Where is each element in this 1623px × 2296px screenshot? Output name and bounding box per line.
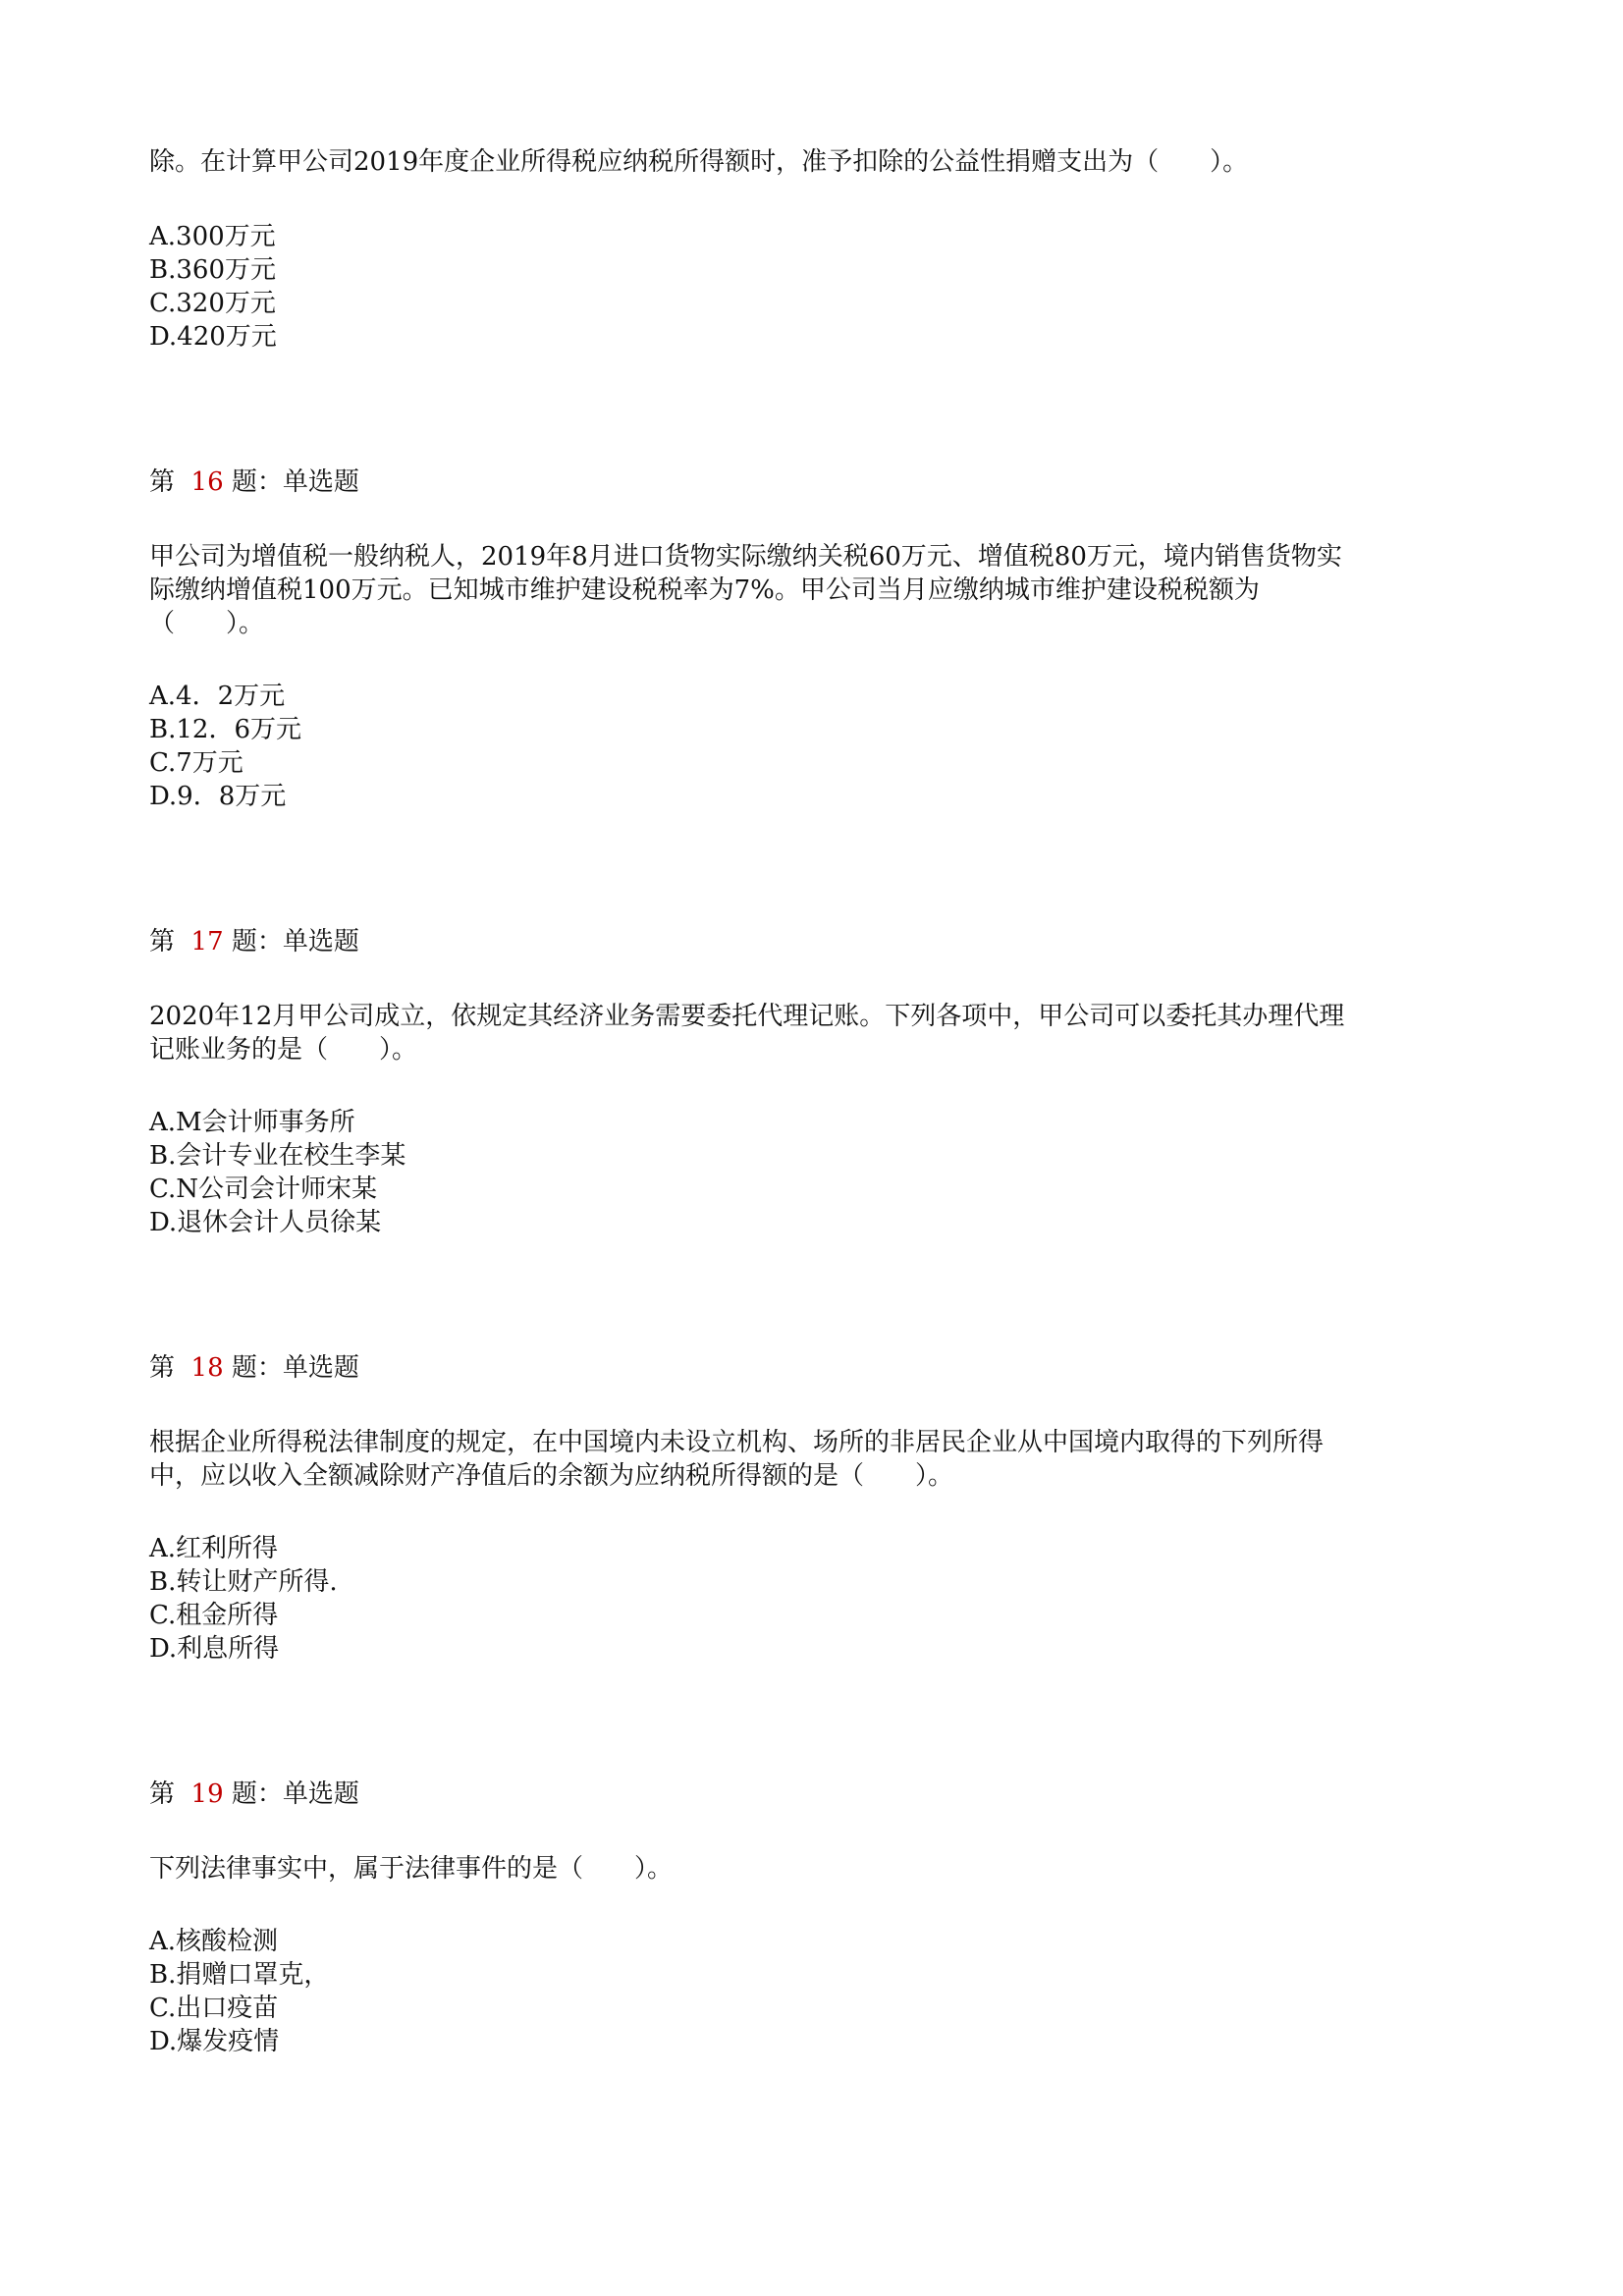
question-16-stem-line-1: 甲公司为增值税一般纳税人，2019年8月进口货物实际缴纳关税60万元、增值税80万元，境内销售货物实	[149, 542, 1342, 572]
question-16-option-a: A.4．2万元	[149, 682, 286, 711]
question-18-option-a: A.红利所得	[149, 1534, 279, 1563]
question-16-stem-line-2: 际缴纳增值税100万元。已知城市维护建设税税率为7%。甲公司当月应缴纳城市维护建设税税额为	[149, 575, 1260, 605]
question-15-option-c: C.320万元	[149, 289, 276, 318]
question-16-heading	[149, 465, 359, 499]
question-16-number: 16	[190, 467, 224, 497]
question-17-prefix: 第	[149, 927, 176, 957]
question-17-type: 题：单选题	[231, 927, 359, 957]
question-19-option-a: A.核酸检测	[149, 1927, 279, 1956]
question-16-option-c: C.7万元	[149, 748, 243, 778]
question-16-stem-line-3: （ ）。	[149, 609, 265, 638]
question-18-number: 18	[190, 1353, 224, 1383]
question-18-stem-line-1: 根据企业所得税法律制度的规定，在中国境内未设立机构、场所的非居民企业从中国境内取得的下列所得	[149, 1428, 1325, 1457]
question-16-prefix: 第	[149, 467, 176, 497]
question-15-option-a: A.300万元	[149, 222, 276, 251]
question-19-type: 题：单选题	[231, 1779, 359, 1809]
question-17-stem-line-1: 2020年12月甲公司成立，依规定其经济业务需要委托代理记账。下列各项中，甲公司可以委托其办理代理	[149, 1002, 1345, 1031]
question-18-stem-line-2: 中，应以收入全额减除财产净值后的余额为应纳税所得额的是（ ）。	[149, 1461, 954, 1491]
question-17-option-a: A.M会计师事务所	[149, 1108, 355, 1137]
question-16-type: 题：单选题	[231, 467, 359, 497]
question-16-option-b: B.12．6万元	[149, 715, 301, 744]
question-15-stem-tail: 除。在计算甲公司2019年度企业所得税应纳税所得额时，准予扣除的公益性捐赠支出为（ ）。	[149, 147, 1249, 177]
question-17-heading	[149, 925, 359, 958]
question-19-option-d: D.爆发疫情	[149, 2027, 280, 2056]
question-16-option-d: D.9．8万元	[149, 782, 287, 811]
question-19-number: 19	[190, 1779, 224, 1809]
question-19-prefix: 第	[149, 1779, 176, 1809]
question-18-prefix: 第	[149, 1353, 176, 1383]
question-17-option-d: D.退休会计人员徐某	[149, 1208, 382, 1237]
question-18-type: 题：单选题	[231, 1353, 359, 1383]
question-18-option-c: C.租金所得	[149, 1601, 279, 1630]
question-17-number: 17	[190, 927, 224, 957]
question-17-option-b: B.会计专业在校生李某	[149, 1141, 406, 1171]
question-18-option-d: D.利息所得	[149, 1634, 280, 1664]
question-17-option-c: C.N公司会计师宋某	[149, 1175, 377, 1204]
question-15-option-b: B.360万元	[149, 255, 276, 285]
question-19-option-c: C.出口疫苗	[149, 1994, 279, 2023]
question-18-heading	[149, 1351, 359, 1385]
question-19-stem-line-1: 下列法律事实中，属于法律事件的是（ ）。	[149, 1854, 674, 1884]
question-19-option-b: B.捐赠口罩克，	[149, 1960, 330, 1990]
question-19-heading	[149, 1777, 359, 1811]
question-15-option-d: D.420万元	[149, 322, 277, 352]
question-17-stem-line-2: 记账业务的是（ ）。	[149, 1035, 418, 1065]
question-18-option-b: B.转让财产所得.	[149, 1567, 338, 1597]
